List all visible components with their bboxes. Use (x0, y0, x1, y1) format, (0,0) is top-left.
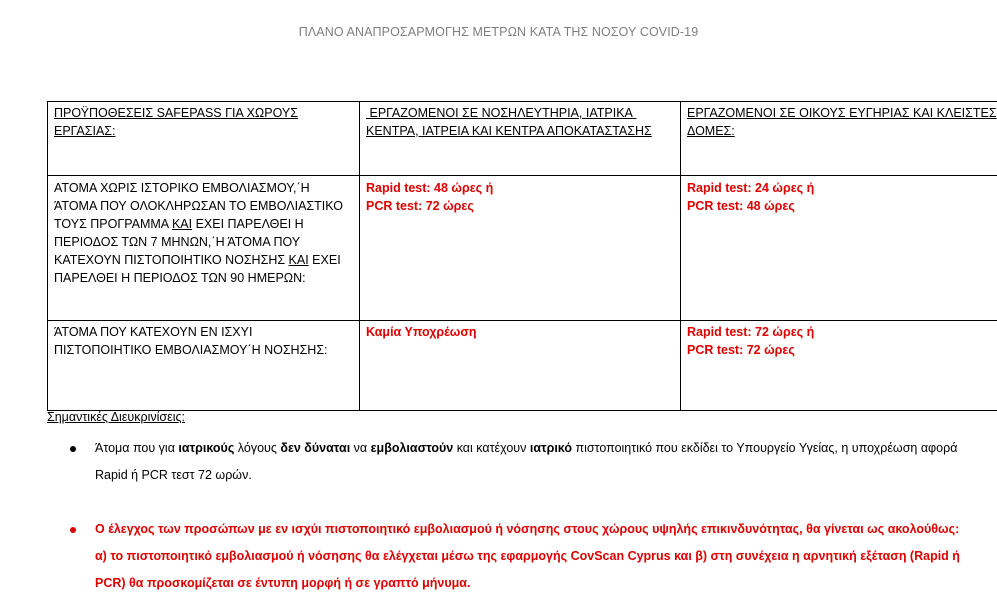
row1-condition-kai-1: ΚΑΙ (171, 217, 193, 231)
row2-care-homes-pcr: PCR test: 72 ώρες (687, 343, 795, 357)
row1-condition-text-3: ΕΧΕΙ ΠΑΡΕΛΘΕΙ Η ΠΕΡΙΟΔΟΣ ΤΩΝ 90 ΗΜΕΡΩΝ: (54, 253, 341, 285)
page-header-title: ΠΛΑΝΟ ΑΝΑΠΡΟΣΑΡΜΟΓΗΣ ΜΕΤΡΩΝ ΚΑΤΑ ΤΗΣ ΝΟΣΟΥ COVID-19 (298, 25, 699, 39)
bullet-dot-icon (70, 446, 76, 452)
header-conditions-text: ΠΡΟΫΠΟΘΕΣΕΙΣ SAFEPASS ΓΙΑ ΧΩΡΟΥΣ ΕΡΓΑΣΙΑΣ: (54, 106, 298, 138)
header-cell-care-homes (681, 102, 997, 176)
row1-condition-text-2: ΕΧΕΙ ΠΑΡΕΛΘΕΙ Η ΠΕΡΙΟΔΟΣ ΤΩΝ 7 ΜΗΝΩΝ,΄Η ΆΤΟΜΑ ΠΟΥ ΚΑΤΕΧΟΥΝ ΠΙΣΤΟΠΟΙΗΤΙΚΟ ΝΟΣΗΣΗΣ (54, 217, 304, 267)
row1-condition-text-1: ΑΤΟΜΑ ΧΩΡΙΣ ΙΣΤΟΡΙΚΟ ΕΜΒΟΛΙΑΣΜΟΥ,΄Η ΆΤΟΜΑ ΠΟΥ ΟΛΟΚΛΗΡΩΣΑΝ ΤΟ ΕΜΒΟΛΙΑΣΤΙΚΟ ΤΟΥΣ ΠΡΟΓΡΑΜΜΑ (54, 181, 343, 231)
header-hospitals-text: ΕΡΓΑΖΟΜΕΝΟΙ ΣΕ ΝΟΣΗΛΕΥΤΗΡΙΑ, ΙΑΤΡΙΚΑ ΚΕΝΤΡΑ, ΙΑΤΡΕΙΑ ΚΑΙ ΚΕΝΤΡΑ ΑΠΟΚΑΤΑΣΤΑΣΗΣ (366, 106, 652, 138)
bullet1-part: και κατέχουν (453, 441, 530, 455)
bullet2-text: Ο έλεγχος των προσώπων με εν ισχύι πιστοποιητικό εμβολιασμού ή νόσησης στους χώρους υψηλής επικινδυνότητας, θα γίνεται ως ακολούθως: α) το πιστοποιητικό εμβολιασμού ή νόσησης θα ελέγχεται μέσω της εφαρμογής CovScan Cyprus και β) στη συνέχεια η αρνητική εξέταση (Rapid ή PCR) θα προσκομίζεται σε έντυπη μορφή ή σε γραπτό μήνυμα. (95, 522, 960, 590)
row2-condition-cell (48, 321, 360, 411)
row1-condition-kai-2: ΚΑΙ (288, 253, 309, 267)
bullet1-bold-part: δεν δύναται (280, 441, 351, 455)
row1-care-homes-pcr: PCR test: 48 ώρες (687, 199, 795, 213)
row1-hospitals-cell (360, 176, 681, 321)
row1-care-homes-cell (681, 176, 997, 321)
bullet1-part: πιστοποιητικό που εκδίδει το Υπουργείο Υγείας, η υποχρέωση αφορά Rapid ή PCR τεστ 72 ωρών. (95, 441, 958, 482)
bullet1-part: να (350, 441, 371, 455)
list-item (70, 516, 970, 597)
notes-title: Σημαντικές Διευκρινίσεις: (47, 410, 185, 424)
bullet1-bold-part: ιατρικό (529, 441, 572, 455)
row2-care-homes-cell (681, 321, 997, 411)
header-cell-hospitals (360, 102, 681, 176)
row1-hospitals-rapid: Rapid test: 48 ώρες ή (366, 181, 494, 195)
header-care-homes-text: ΕΡΓΑΖΟΜΕΝΟΙ ΣΕ ΟΙΚΟΥΣ ΕΥΓΗΡΙΑΣ ΚΑΙ ΚΛΕΙΣΤΕΣ ΔΟΜΕΣ: (687, 106, 997, 138)
header-cell-conditions (48, 102, 360, 176)
bullet1-bold-part: ιατρικούς (178, 441, 235, 455)
bullet1-part: Άτομα που για (95, 441, 179, 455)
bullet-dot-icon (70, 527, 76, 533)
bullet1-text (95, 435, 970, 489)
bullet1-part: λόγους (234, 441, 281, 455)
list-item (70, 435, 970, 489)
row1-care-homes-rapid: Rapid test: 24 ώρες ή (687, 181, 815, 195)
table-row (48, 321, 997, 411)
row2-condition-text: ΆΤΟΜΑ ΠΟΥ ΚΑΤΕΧΟΥΝ ΕΝ ΙΣΧΥΙ ΠΙΣΤΟΠΟΙΗΤΙΚΟ ΕΜΒΟΛΙΑΣΜΟΥ΄Η ΝΟΣΗΣΗΣ: (54, 325, 328, 357)
row2-hospitals-value: Καμία Υποχρέωση (366, 325, 477, 339)
safepass-table (47, 101, 997, 411)
table-header-row (48, 102, 997, 176)
row2-hospitals-cell (360, 321, 681, 411)
row1-condition-cell (48, 176, 360, 321)
bullet1-bold-part: εμβολιαστούν (370, 441, 454, 455)
row2-care-homes-rapid: Rapid test: 72 ώρες ή (687, 325, 815, 339)
row1-hospitals-pcr: PCR test: 72 ώρες (366, 199, 474, 213)
table-row (48, 176, 997, 321)
